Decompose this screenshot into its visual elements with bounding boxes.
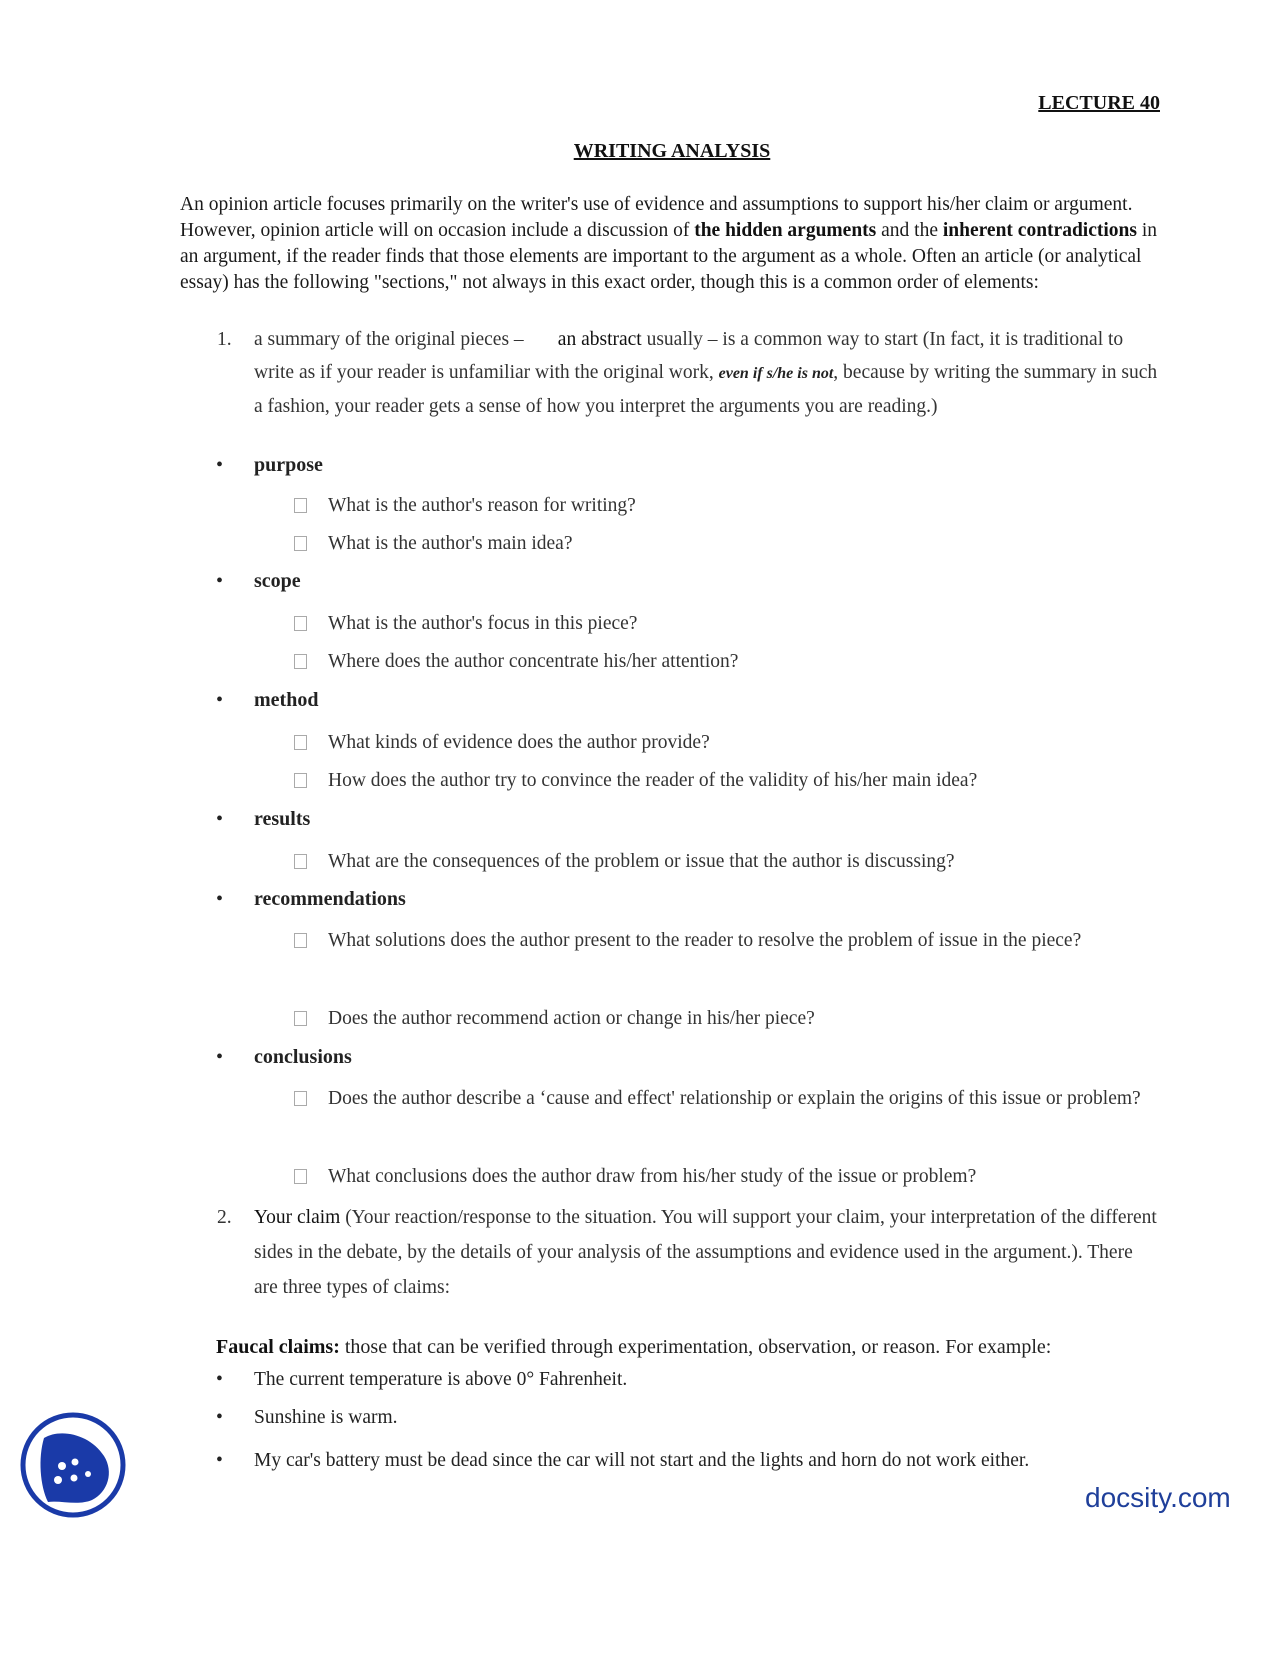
- question-text: Where does the author concentrate his/her attention?: [328, 651, 739, 672]
- checkbox-icon: [294, 536, 307, 551]
- bullet: •: [216, 1407, 223, 1428]
- checkbox-icon: [294, 854, 307, 869]
- item-text: [254, 1200, 1160, 1305]
- faucal-text: those that can be verified through experimentation, observation, or reason. For example:: [339, 1336, 1052, 1358]
- checkbox-icon: [294, 1091, 307, 1106]
- intro-text-1: An opinion article focuses primarily on the writer's use of evidence and assumptions to support his/her claim or argument. However, opinion article will on occasion include a discussion of: [180, 194, 1133, 241]
- bullet: •: [216, 454, 224, 476]
- faucal-claims-paragraph: [216, 1336, 1166, 1359]
- bullet: •: [216, 1450, 223, 1471]
- numbered-item-2: [180, 1200, 1160, 1310]
- docsity-logo-icon: [20, 1412, 126, 1518]
- intro-bold-hidden-arguments: the hidden arguments: [694, 220, 877, 241]
- bullet: •: [216, 1046, 224, 1068]
- checkbox-icon: [294, 1169, 307, 1184]
- docsity-brand-link[interactable]: docsity.com: [1085, 1482, 1231, 1513]
- question-text: What is the author's reason for writing?: [328, 495, 636, 516]
- question-text: What is the author's focus in this piece?: [328, 613, 638, 634]
- section-label: purpose: [254, 454, 323, 476]
- example-text: Sunshine is warm.: [254, 1407, 398, 1428]
- question-text: Does the author recommend action or change in his/her piece?: [328, 1008, 815, 1029]
- bullet: •: [216, 689, 224, 711]
- item2-your-claim: Your claim: [254, 1207, 341, 1228]
- question-text: How does the author try to convince the reader of the validity of his/her main idea?: [328, 770, 978, 791]
- bullet: •: [216, 570, 224, 592]
- section-label: method: [254, 689, 319, 711]
- item-number: 2.: [217, 1207, 232, 1228]
- section-label: conclusions: [254, 1046, 352, 1068]
- checkbox-icon: [294, 933, 307, 948]
- item-number: 1.: [217, 329, 232, 350]
- checkbox-icon: [294, 1011, 307, 1026]
- faucal-label: Faucal claims:: [216, 1336, 340, 1358]
- section-label: scope: [254, 570, 301, 592]
- intro-text-3: in an argument, if the reader finds that those elements are important to the argument as a whole. Often an article (or analytical essay) has the following "sections," not always in this exact order, though this is a common order of elements:: [180, 220, 1158, 293]
- item1-emphasis: even if s/he is not: [718, 365, 834, 382]
- question-text: Does the author describe a ‘cause and effect' relationship or explain the origins of this issue or problem?: [328, 1088, 1141, 1109]
- section-label: results: [254, 808, 311, 830]
- bullet: •: [216, 1369, 223, 1390]
- item-text: [254, 323, 1160, 423]
- page-title: WRITING ANALYSIS: [573, 140, 771, 162]
- lecture-heading: LECTURE 40: [1038, 92, 1160, 114]
- question-text: What kinds of evidence does the author provide?: [328, 732, 710, 753]
- intro-paragraph: [180, 192, 1160, 296]
- question-text: What is the author's main idea?: [328, 533, 573, 554]
- section-label: recommendations: [254, 888, 406, 910]
- bullet: •: [216, 888, 224, 910]
- question-text: What conclusions does the author draw from his/her study of the issue or problem?: [328, 1166, 977, 1187]
- item1-abstract: an abstract: [557, 329, 642, 350]
- item1-text-3: usually – is a common way to start (In fact, it is traditional to write as if your reader is unfamiliar with the original work,: [254, 329, 1124, 383]
- checkbox-icon: [294, 616, 307, 631]
- checkbox-icon: [294, 773, 307, 788]
- item1-text-4: , because by writing the summary in such a fashion, your reader gets a sense of how you interpret the arguments you are reading.): [254, 362, 1158, 417]
- checkbox-icon: [294, 735, 307, 750]
- intro-bold-inherent-contradictions: inherent contradictions: [942, 220, 1137, 241]
- item2-text-2: (Your reaction/response to the situation. You will support your claim, your interpretation of the different sides in the debate, by the details of your analysis of the assumptions and evidence used in the argument.). There are three types of claims:: [254, 1207, 1157, 1298]
- intro-text-2: and the: [876, 220, 943, 241]
- example-text: The current temperature is above 0° Fahrenheit.: [254, 1369, 628, 1390]
- numbered-item-1: [180, 323, 1160, 463]
- item1-text-1: a summary of the original pieces –: [254, 329, 524, 350]
- bullet: •: [216, 808, 224, 830]
- checkbox-icon: [294, 498, 307, 513]
- question-text: What solutions does the author present to the reader to resolve the problem of issue in the piece?: [328, 930, 1082, 951]
- example-text: My car's battery must be dead since the car will not start and the lights and horn do not work either.: [254, 1450, 1030, 1471]
- question-text: What are the consequences of the problem or issue that the author is discussing?: [328, 851, 955, 872]
- checkbox-icon: [294, 654, 307, 669]
